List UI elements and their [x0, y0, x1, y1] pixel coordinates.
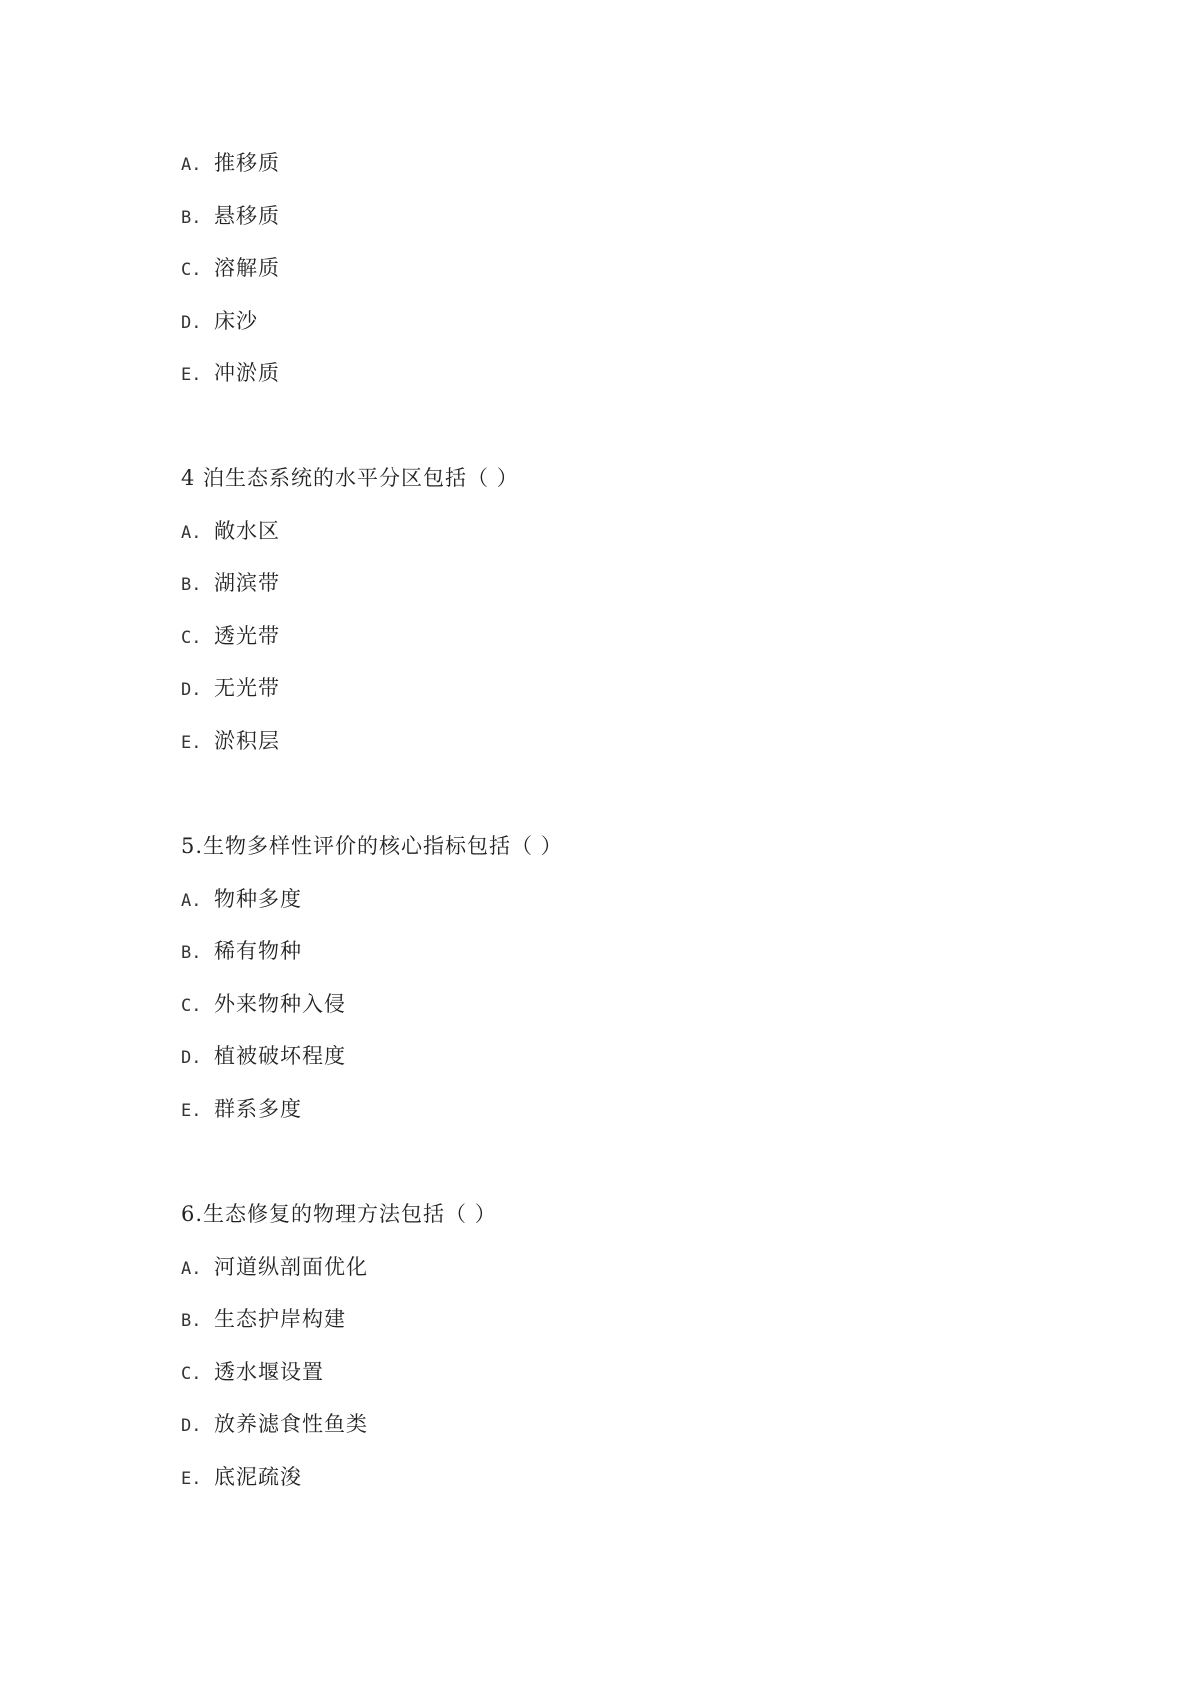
option-c — [181, 992, 1081, 1045]
option-e — [181, 1465, 1081, 1518]
question-block-6 — [181, 1202, 1081, 1517]
option-letter: D. — [181, 312, 202, 333]
option-text: 淤积层 — [214, 728, 280, 753]
option-letter: A. — [181, 155, 202, 175]
option-letter: A. — [181, 890, 202, 911]
option-text: 无光带 — [214, 676, 280, 700]
option-letter: E. — [181, 365, 202, 385]
option-a — [181, 887, 1081, 940]
option-letter: D. — [181, 680, 202, 700]
option-c — [181, 1360, 1081, 1413]
option-b — [181, 939, 1081, 992]
question-block-5 — [181, 834, 1081, 1149]
option-text: 物种多度 — [214, 886, 302, 911]
option-d — [181, 676, 1081, 729]
option-a — [181, 1255, 1081, 1308]
option-text: 湖滨带 — [214, 571, 280, 595]
option-text: 床沙 — [214, 308, 258, 333]
option-b — [181, 204, 1081, 257]
option-letter: E. — [181, 1100, 202, 1121]
question-block-3-options — [181, 151, 1081, 414]
option-letter: B. — [181, 207, 202, 228]
option-d — [181, 1412, 1081, 1465]
option-a — [181, 151, 1081, 204]
option-d — [181, 309, 1081, 362]
option-text: 外来物种入侵 — [214, 991, 346, 1016]
option-d — [181, 1044, 1081, 1097]
option-letter: E. — [181, 1468, 202, 1489]
option-text: 稀有物种 — [214, 939, 302, 963]
option-text: 敞水区 — [214, 518, 280, 543]
question-text: 4 泊生态系统的水平分区包括（ ） — [181, 466, 519, 490]
option-text: 溶解质 — [214, 256, 280, 280]
option-letter: D. — [181, 1048, 202, 1068]
option-letter: B. — [181, 943, 202, 963]
option-b — [181, 571, 1081, 624]
option-c — [181, 624, 1081, 677]
option-e — [181, 361, 1081, 414]
option-letter: D. — [181, 1416, 202, 1436]
option-text: 放养滤食性鱼类 — [214, 1412, 368, 1436]
option-letter: C. — [181, 260, 202, 280]
option-text: 底泥疏浚 — [214, 1464, 302, 1489]
option-text: 悬移质 — [214, 203, 280, 228]
option-letter: E. — [181, 732, 202, 753]
option-letter: B. — [181, 575, 202, 595]
question-text: 6.生态修复的物理方法包括（ ） — [181, 1202, 497, 1226]
option-text: 群系多度 — [214, 1096, 302, 1121]
option-text: 生态护岸构建 — [214, 1307, 346, 1331]
question-block-4 — [181, 466, 1081, 781]
option-a — [181, 519, 1081, 572]
option-letter: A. — [181, 522, 202, 543]
option-c — [181, 256, 1081, 309]
option-letter: A. — [181, 1258, 202, 1279]
option-text: 冲淤质 — [214, 361, 280, 385]
option-e — [181, 729, 1081, 782]
option-letter: C. — [181, 627, 202, 648]
option-text: 植被破坏程度 — [214, 1044, 346, 1068]
option-b — [181, 1307, 1081, 1360]
option-text: 透光带 — [214, 623, 280, 648]
question-text: 5.生物多样性评价的核心指标包括（ ） — [181, 834, 563, 858]
option-text: 透水堰设置 — [214, 1359, 324, 1384]
option-letter: C. — [181, 995, 202, 1016]
option-letter: B. — [181, 1311, 202, 1331]
option-text: 推移质 — [214, 151, 280, 175]
option-letter: C. — [181, 1363, 202, 1384]
option-text: 河道纵剖面优化 — [214, 1254, 368, 1279]
option-e — [181, 1097, 1081, 1150]
